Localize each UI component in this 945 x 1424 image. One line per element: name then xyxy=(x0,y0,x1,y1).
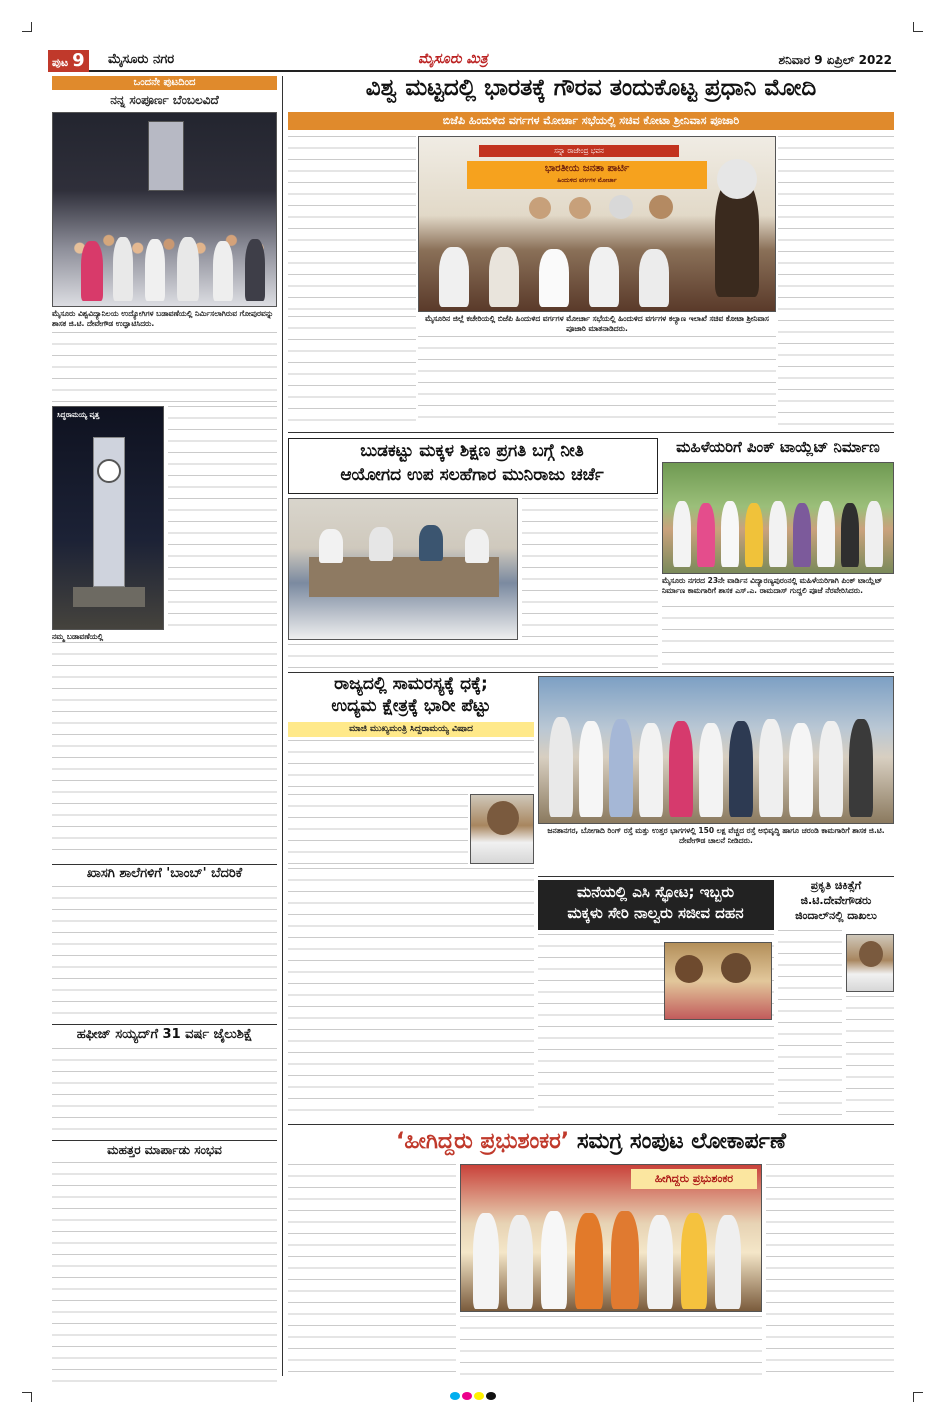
gtd-headline-line-3: ಜಿಂದಾಲ್‌ನಲ್ಲಿ ದಾಖಲು xyxy=(795,909,877,922)
tower-base xyxy=(73,587,145,607)
person-figure xyxy=(769,501,787,567)
person-figure xyxy=(819,721,843,817)
tower-shape xyxy=(148,121,184,191)
person-figure xyxy=(715,1215,741,1309)
person-figure xyxy=(609,719,633,817)
article-text xyxy=(418,336,776,428)
color-registration-strip xyxy=(450,1392,496,1400)
continued-band: ಒಂದನೇ ಪುಟದಿಂದ xyxy=(52,76,277,90)
divider xyxy=(288,672,894,673)
page-number: 9 xyxy=(72,50,85,71)
meeting-table xyxy=(309,557,499,597)
article-text xyxy=(288,740,534,792)
gtd-portrait xyxy=(846,934,894,992)
article-text xyxy=(288,644,658,670)
school-bomb-headline: ಖಾಸಗಿ ಶಾಲೆಗಳಿಗೆ 'ಬಾಂಬ್' ಬೆದರಿಕೆ xyxy=(86,866,243,881)
siddaramaiah-headline-line-2: ಉದ್ಯಮ ಕ್ಷೇತ್ರಕ್ಕೆ ಭಾರೀ ಪೆಟ್ಟು xyxy=(331,696,491,716)
siddaramaiah-subhead-band: ಮಾಜಿ ಮುಖ್ಯಮಂತ್ರಿ ಸಿದ್ದರಾಮಯ್ಯ ವಿಷಾದ xyxy=(288,722,534,737)
clock-tower-label: ಸಿದ್ಧರಾಮಯ್ಯ ವೃತ್ತ xyxy=(57,411,100,419)
divider xyxy=(288,432,894,433)
person-figure xyxy=(81,241,103,301)
article-text xyxy=(52,1162,277,1382)
article-text xyxy=(168,406,277,630)
road-work-caption: ಜನತಾನಗರ, ಬೋಗಾದಿ ರಿಂಗ್ ರಸ್ತೆ ಮತ್ತು ಉತ್ತರ ಭಾಗಗಳಲ್ಲಿ 150 ಲಕ್ಷ ವೆಚ್ಚದ ರಸ್ತೆ ಅಭಿವೃದ್ಧಿ ಹಾಗೂ ಚರಂಡಿ ಕಾಮಗಾರಿಗೆ ಶಾಸಕ ಜಿ.ಟಿ. ದೇವೇಗೌಡ ಚಾಲನೆ ನೀಡಿದರು. xyxy=(547,826,885,845)
left-kicker: ನನ್ನ ಸಂಪೂರ್ಣ ಬೆಂಬಲವಿದೆ xyxy=(110,93,219,107)
party-banner xyxy=(467,161,707,189)
article-text xyxy=(460,1316,762,1376)
person-figure xyxy=(647,1215,673,1309)
niti-headline-line-2: ಆಯೋಗದ ಉಪ ಸಲಹೆಗಾರ ಮುನಿರಾಜು ಚರ್ಚೆ xyxy=(340,465,604,485)
tower-inauguration-photo xyxy=(52,112,277,307)
person-figure xyxy=(817,501,835,567)
person-figure xyxy=(541,1211,567,1309)
clock-face-icon xyxy=(97,459,121,483)
person-figure xyxy=(369,527,393,561)
hall-sign: ಸನ್ನಾ ರಾಜೇಂದ್ರ ಭವನ xyxy=(479,145,679,157)
niti-meeting-photo xyxy=(288,498,518,640)
column-divider xyxy=(282,76,283,1376)
issue-date: ಶನಿವಾರ 9 ಏಪ್ರಿಲ್ 2022 xyxy=(778,53,892,67)
person-figure xyxy=(539,249,569,307)
ac-headline-box xyxy=(538,880,774,930)
party-banner-title: ಭಾರತೀಯ ಜನತಾ ಪಾರ್ಟಿ xyxy=(544,163,630,174)
clock-tower-caption: ನಮ್ಮ ಬಡಾವಣೆಯಲ್ಲಿ xyxy=(52,632,104,641)
pink-toilet-photo xyxy=(662,462,894,574)
modi-headline: ವಿಶ್ವ ಮಟ್ಟದಲ್ಲಿ ಭಾರತಕ್ಕೆ ಗೌರವ ತಂದುಕೊಟ್ಟ ಪ್ರಧಾನಿ ಮೋದಿ xyxy=(365,75,817,101)
prabhushankara-headline xyxy=(288,1130,894,1153)
divider xyxy=(52,1024,277,1025)
person-figure xyxy=(793,503,811,567)
face-shape xyxy=(675,955,703,983)
leader-portrait xyxy=(529,197,551,219)
crop-mark-bottom-right xyxy=(913,1392,923,1402)
page-label: ಪುಟ xyxy=(52,56,69,69)
person-figure xyxy=(319,529,343,563)
article-text xyxy=(52,332,277,404)
face-shape xyxy=(859,941,883,967)
person-figure xyxy=(507,1215,533,1309)
divider xyxy=(52,1140,277,1141)
person-figure xyxy=(439,247,469,307)
leader-portrait xyxy=(609,195,633,219)
person-figure xyxy=(177,237,199,301)
ac-headline-line-1: ಮನೆಯಲ್ಲಿ ಎಸಿ ಸ್ಫೋಟ; ಇಬ್ಬರು xyxy=(576,883,735,901)
person-figure xyxy=(699,723,723,817)
face-shape xyxy=(721,953,751,983)
leader-portrait xyxy=(649,195,673,219)
person-figure xyxy=(213,241,233,301)
face-shape xyxy=(487,801,519,835)
pink-toilet-headline: ಮಹಿಳೆಯರಿಗೆ ಪಿಂಕ್ ಟಾಯ್ಲೆಟ್ ನಿರ್ಮಾಣ xyxy=(676,438,880,456)
person-figure xyxy=(589,247,619,307)
divider xyxy=(538,876,894,877)
person-figure xyxy=(575,1213,603,1309)
article-text xyxy=(52,642,277,860)
book-release-photo xyxy=(460,1164,762,1312)
person-figure xyxy=(789,723,813,817)
article-text xyxy=(288,316,416,428)
person-figure xyxy=(865,501,883,567)
person-figure xyxy=(465,529,489,563)
headline-rest: ಸಮಗ್ರ ಸಂಪುಟ ಲೋಕಾರ್ಪಣೆ xyxy=(576,1129,786,1154)
person-figure xyxy=(697,503,715,567)
article-text xyxy=(778,930,842,1118)
article-text xyxy=(766,1164,894,1376)
article-text xyxy=(52,886,277,1022)
modi-subhead-band: ಬಿಜೆಪಿ ಹಿಂದುಳಿದ ವರ್ಗಗಳ ಮೋರ್ಚಾ ಸಭೆಯಲ್ಲಿ ಸಚಿವ ಕೋಟಾ ಶ್ರೀನಿವಾಸ ಪೂಜಾರಿ xyxy=(288,112,894,130)
leader-portrait xyxy=(569,197,591,219)
crop-mark-top-left xyxy=(22,22,32,32)
person-figure xyxy=(759,719,783,817)
masthead: ಮೈಸೂರು ಮಿತ್ರ xyxy=(418,51,488,67)
page-header xyxy=(48,50,896,72)
mahattara-headline: ಮಹತ್ತರ ಮಾರ್ಪಾಡು ಸಂಭವ xyxy=(107,1143,222,1157)
siddaramaiah-portrait xyxy=(470,794,534,864)
clock-tower-photo xyxy=(52,406,164,630)
article-text xyxy=(288,868,534,1118)
person-figure xyxy=(579,721,603,817)
article-text xyxy=(288,794,468,864)
person-figure xyxy=(841,503,859,567)
person-figure xyxy=(673,501,691,567)
article-text xyxy=(662,606,894,670)
bjp-photo-caption: ಮೈಸೂರಿನ ಜಿಲ್ಲೆ ಕಚೇರಿಯಲ್ಲಿ ಬಿಜೆಪಿ ಹಿಂದುಳಿದ ವರ್ಗಗಳ ಮೋರ್ಚಾ ಸಭೆಯಲ್ಲಿ ಹಿಂದುಳಿದ ವರ್ಗಗಳ ಕಲ್ಯಾಣ ಇಲಾಖೆ ಸಚಿವ ಕೋಟಾ ಶ್ರೀನಿವಾಸ ಪೂಜಾರಿ ಮಾತನಾಡಿದರು. xyxy=(425,314,769,333)
divider xyxy=(288,1124,894,1125)
article-text xyxy=(288,1164,456,1376)
person-figure xyxy=(549,717,573,817)
person-figure xyxy=(473,1213,499,1309)
person-figure xyxy=(639,249,669,307)
article-text xyxy=(846,996,894,1118)
person-figure xyxy=(639,723,663,817)
crop-mark-top-right xyxy=(913,22,923,32)
speaker-figure xyxy=(717,159,757,199)
person-figure xyxy=(113,237,133,301)
pink-toilet-caption: ಮೈಸೂರು ನಗರದ 23ನೇ ವಾರ್ಡಿನ ವಿದ್ಯಾರಣ್ಯಪುರಂನಲ್ಲಿ ಮಹಿಳೆಯರಿಗಾಗಿ ಪಿಂಕ್ ಟಾಯ್ಲೆಟ್ ನಿರ್ಮಾಣ ಕಾಮಗಾರಿಗೆ ಶಾಸಕ ಎಸ್.ಎ. ರಾಮದಾಸ್ ಗುದ್ದಲಿ ಪೂಜೆ ನೆರವೇರಿಸಿದರು. xyxy=(662,576,883,595)
person-figure xyxy=(245,239,265,301)
siddaramaiah-headline-line-1: ರಾಜ್ಯದಲ್ಲಿ ಸಾಮರಸ್ಯಕ್ಕೆ ಧಕ್ಕೆ; xyxy=(334,674,488,694)
person-figure xyxy=(145,239,165,301)
ac-victims-photo xyxy=(664,942,772,1020)
article-text xyxy=(288,136,416,312)
ac-headline-line-2: ಮಕ್ಕಳು ಸೇರಿ ನಾಲ್ವರು ಸಜೀವ ದಹನ xyxy=(567,904,744,922)
person-figure xyxy=(419,525,443,561)
party-banner-subtitle: ಹಿಂದುಳಿದ ವರ್ಗಗಳ ಮೋರ್ಚಾ xyxy=(557,177,617,184)
crop-mark-bottom-left xyxy=(22,1392,32,1402)
niti-headline-line-1: ಬುಡಕಟ್ಟು ಮಕ್ಕಳ ಶಿಕ್ಷಣ ಪ್ರಗತಿ ಬಗ್ಗೆ ನೀತಿ xyxy=(360,441,584,461)
article-text xyxy=(52,1048,277,1138)
person-figure xyxy=(489,247,519,307)
person-figure xyxy=(721,501,739,567)
article-text xyxy=(522,498,658,640)
person-figure xyxy=(611,1211,639,1309)
gtd-headline-line-2: ಜಿ.ಟಿ.ದೇವೇಗೌಡರು xyxy=(800,894,872,907)
person-figure xyxy=(849,719,873,817)
hafeez-headline: ಹಫೀಜ್ ಸಯ್ಯದ್‌ಗೆ 31 ವರ್ಷ ಜೈಲುಶಿಕ್ಷೆ xyxy=(76,1027,253,1042)
person-figure xyxy=(681,1213,707,1309)
niti-headline-box xyxy=(288,438,658,494)
page-number-tab xyxy=(48,50,89,72)
person-figure xyxy=(745,503,763,567)
gtd-headline-line-1: ಪ್ರಕೃತಿ ಚಿಕಿತ್ಸೆಗೆ xyxy=(810,879,862,892)
divider xyxy=(52,864,277,865)
book-title-quote: ‘ಹೀಗಿದ್ದರು ಪ್ರಭುಶಂಕರ’ xyxy=(396,1129,570,1154)
bjp-meeting-photo xyxy=(418,136,776,312)
article-text xyxy=(778,136,894,428)
road-work-photo xyxy=(538,676,894,824)
tower-photo-caption: ಮೈಸೂರು ವಿಶ್ವವಿದ್ಯಾನಿಲಯ ಉದ್ಯೋಗಿಗಳ ಬಡಾವಣೆಯಲ್ಲಿ ನಿರ್ಮಿಸಲಾಗಿರುವ ಗೋಪುರವನ್ನು ಶಾಸಕ ಜಿ.ಟಿ. ದೇವೇಗೌಡ ಉದ್ಘಾಟಿಸಿದರು. xyxy=(52,309,274,328)
backdrop-banner: ಹೀಗಿದ್ದರು ಪ್ರಭುಶಂಕರ xyxy=(631,1169,757,1189)
person-figure xyxy=(669,721,693,817)
section-city: ಮೈಸೂರು ನಗರ xyxy=(108,52,175,67)
person-figure xyxy=(729,721,753,817)
